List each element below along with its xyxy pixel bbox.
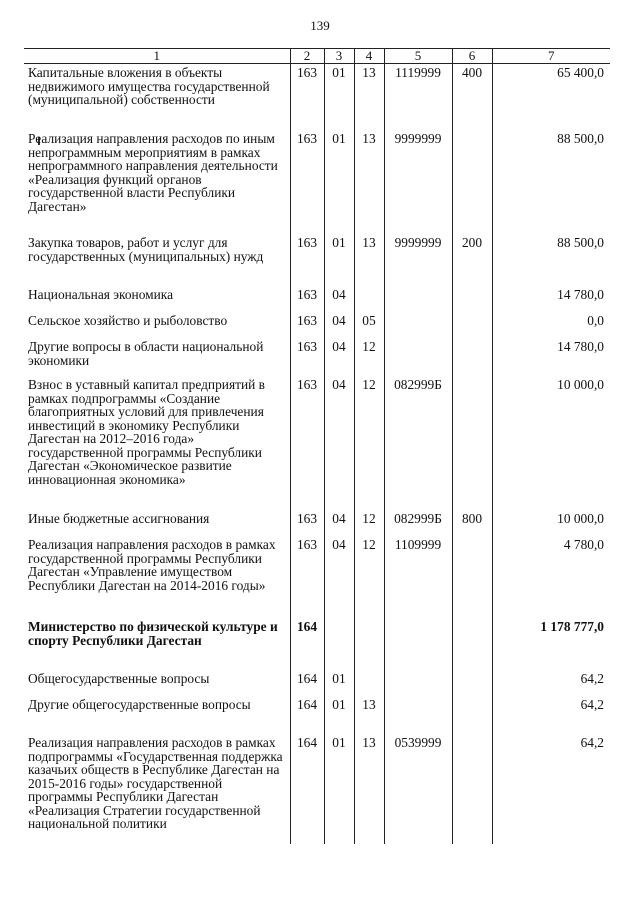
cell-expense-type xyxy=(452,536,492,618)
cell-amount: 10 000,0 xyxy=(492,376,610,510)
cell-target-article xyxy=(384,286,452,312)
cell-expense-type xyxy=(452,670,492,696)
cell-section xyxy=(324,618,354,670)
cell-target-article: 0539999 xyxy=(384,734,452,844)
cell-target-article xyxy=(384,670,452,696)
cell-section: 04 xyxy=(324,510,354,536)
row-name: Другие общегосударственные вопросы xyxy=(24,696,290,734)
cell-target-article xyxy=(384,618,452,670)
cell-target-article xyxy=(384,696,452,734)
row-name: Другие вопросы в области национальной экономики xyxy=(24,338,290,376)
table-row xyxy=(24,376,610,510)
cell-admin-code: 163 xyxy=(290,338,324,376)
row-name: Общегосударственные вопросы xyxy=(24,670,290,696)
cell-amount: 10 000,0 xyxy=(492,510,610,536)
cell-subsection: 13 xyxy=(354,130,384,234)
table-row xyxy=(24,338,610,376)
cell-amount: 64,2 xyxy=(492,734,610,844)
column-header: 2 xyxy=(290,49,324,64)
column-header: 7 xyxy=(492,49,610,64)
cell-target-article: 082999Б xyxy=(384,510,452,536)
table-row xyxy=(24,234,610,286)
cell-section: 04 xyxy=(324,376,354,510)
column-header: 4 xyxy=(354,49,384,64)
cell-expense-type xyxy=(452,312,492,338)
cell-subsection: 13 xyxy=(354,234,384,286)
cell-admin-code: 163 xyxy=(290,510,324,536)
cell-section: 01 xyxy=(324,130,354,234)
cell-expense-type: 800 xyxy=(452,510,492,536)
budget-table xyxy=(24,48,610,844)
page-number: 139 xyxy=(310,18,330,33)
cell-subsection: 12 xyxy=(354,338,384,376)
cell-admin-code: 163 xyxy=(290,130,324,234)
row-name: Реализация направления расходов в рамках подпрограммы «Государственная поддержка казачьих обществ в Республике Дагестан на 2015-2016 годы» государственной программы Республики Дагестан «Реализация Стратегии государственной национальной политики xyxy=(24,734,290,844)
row-name: Реализация направления расходов по иным непрограммным мероприятиям в рамках непрограммного направления деятельности «Реализация функций органов государственной власти Республики Дагестан» xyxy=(24,130,290,234)
cell-admin-code: 164 xyxy=(290,618,324,670)
column-header: 1 xyxy=(24,49,290,64)
cell-amount: 14 780,0 xyxy=(492,286,610,312)
cell-section: 04 xyxy=(324,312,354,338)
cell-subsection: 12 xyxy=(354,376,384,510)
cell-admin-code: 163 xyxy=(290,286,324,312)
cell-section: 04 xyxy=(324,536,354,618)
cell-subsection: 05 xyxy=(354,312,384,338)
cell-expense-type xyxy=(452,376,492,510)
cell-amount: 4 780,0 xyxy=(492,536,610,618)
cell-admin-code: 164 xyxy=(290,670,324,696)
cell-subsection: 12 xyxy=(354,510,384,536)
table-row xyxy=(24,312,610,338)
cell-target-article: 9999999 xyxy=(384,130,452,234)
cell-section: 01 xyxy=(324,734,354,844)
cell-section: 04 xyxy=(324,286,354,312)
column-header: 3 xyxy=(324,49,354,64)
cell-section: 04 xyxy=(324,338,354,376)
row-name: Взнос в уставный капитал предприятий в рамках подпрограммы «Создание благоприятных условий для привлечения инвестиций в экономику Республики Дагестан на 2012–2016 года» государственной программы Республики Дагестан «Экономическое развитие инновационная экономика» xyxy=(24,376,290,510)
table-row xyxy=(24,286,610,312)
cell-target-article: 082999Б xyxy=(384,376,452,510)
table-row xyxy=(24,130,610,234)
cell-target-article: 9999999 xyxy=(384,234,452,286)
row-name: Закупка товаров, работ и услуг для государственных (муниципальных) нужд xyxy=(24,234,290,286)
cell-section: 01 xyxy=(324,696,354,734)
cell-amount: 0,0 xyxy=(492,312,610,338)
table-row xyxy=(24,64,610,131)
cell-expense-type xyxy=(452,338,492,376)
cell-amount: 64,2 xyxy=(492,696,610,734)
column-header: 6 xyxy=(452,49,492,64)
cell-subsection xyxy=(354,286,384,312)
cell-admin-code: 163 xyxy=(290,234,324,286)
cell-subsection: 13 xyxy=(354,696,384,734)
cell-target-article: 1119999 xyxy=(384,64,452,131)
column-number-header xyxy=(24,49,610,64)
cell-target-article xyxy=(384,312,452,338)
row-name: Реализация направления расходов в рамках государственной программы Республики Дагестан «Управление имуществом Республики Дагестан на 2014-2016 годы» xyxy=(24,536,290,618)
cell-admin-code: 163 xyxy=(290,536,324,618)
cell-target-article: 1109999 xyxy=(384,536,452,618)
cell-admin-code: 163 xyxy=(290,376,324,510)
cell-amount: 14 780,0 xyxy=(492,338,610,376)
cell-admin-code: 164 xyxy=(290,696,324,734)
cell-expense-type xyxy=(452,696,492,734)
table-row xyxy=(24,618,610,670)
cell-expense-type: 400 xyxy=(452,64,492,131)
table-row xyxy=(24,696,610,734)
row-name: Министерство по физической культуре и спорту Республики Дагестан xyxy=(24,618,290,670)
table-row xyxy=(24,734,610,844)
cell-expense-type: 200 xyxy=(452,234,492,286)
cell-subsection: 13 xyxy=(354,64,384,131)
cell-subsection: 13 xyxy=(354,734,384,844)
cell-section: 01 xyxy=(324,670,354,696)
table-row xyxy=(24,536,610,618)
row-name: Сельское хозяйство и рыболовство xyxy=(24,312,290,338)
cell-section: 01 xyxy=(324,234,354,286)
cell-subsection xyxy=(354,618,384,670)
table-row xyxy=(24,510,610,536)
cell-amount: 1 178 777,0 xyxy=(492,618,610,670)
row-name: Капитальные вложения в объекты недвижимого имущества государственной (муниципальной) собственности xyxy=(24,64,290,131)
column-header: 5 xyxy=(384,49,452,64)
cell-amount: 88 500,0 xyxy=(492,234,610,286)
row-name: Иные бюджетные ассигнования xyxy=(24,510,290,536)
cell-subsection xyxy=(354,670,384,696)
cell-admin-code: 163 xyxy=(290,64,324,131)
table-row xyxy=(24,670,610,696)
cell-expense-type xyxy=(452,130,492,234)
cell-expense-type xyxy=(452,286,492,312)
cell-admin-code: 164 xyxy=(290,734,324,844)
cell-expense-type xyxy=(452,734,492,844)
cell-subsection: 12 xyxy=(354,536,384,618)
cell-amount: 65 400,0 xyxy=(492,64,610,131)
cell-amount: 88 500,0 xyxy=(492,130,610,234)
cell-section: 01 xyxy=(324,64,354,131)
row-name: Национальная экономика xyxy=(24,286,290,312)
cell-target-article xyxy=(384,338,452,376)
cell-amount: 64,2 xyxy=(492,670,610,696)
cell-admin-code: 163 xyxy=(290,312,324,338)
cell-expense-type xyxy=(452,618,492,670)
